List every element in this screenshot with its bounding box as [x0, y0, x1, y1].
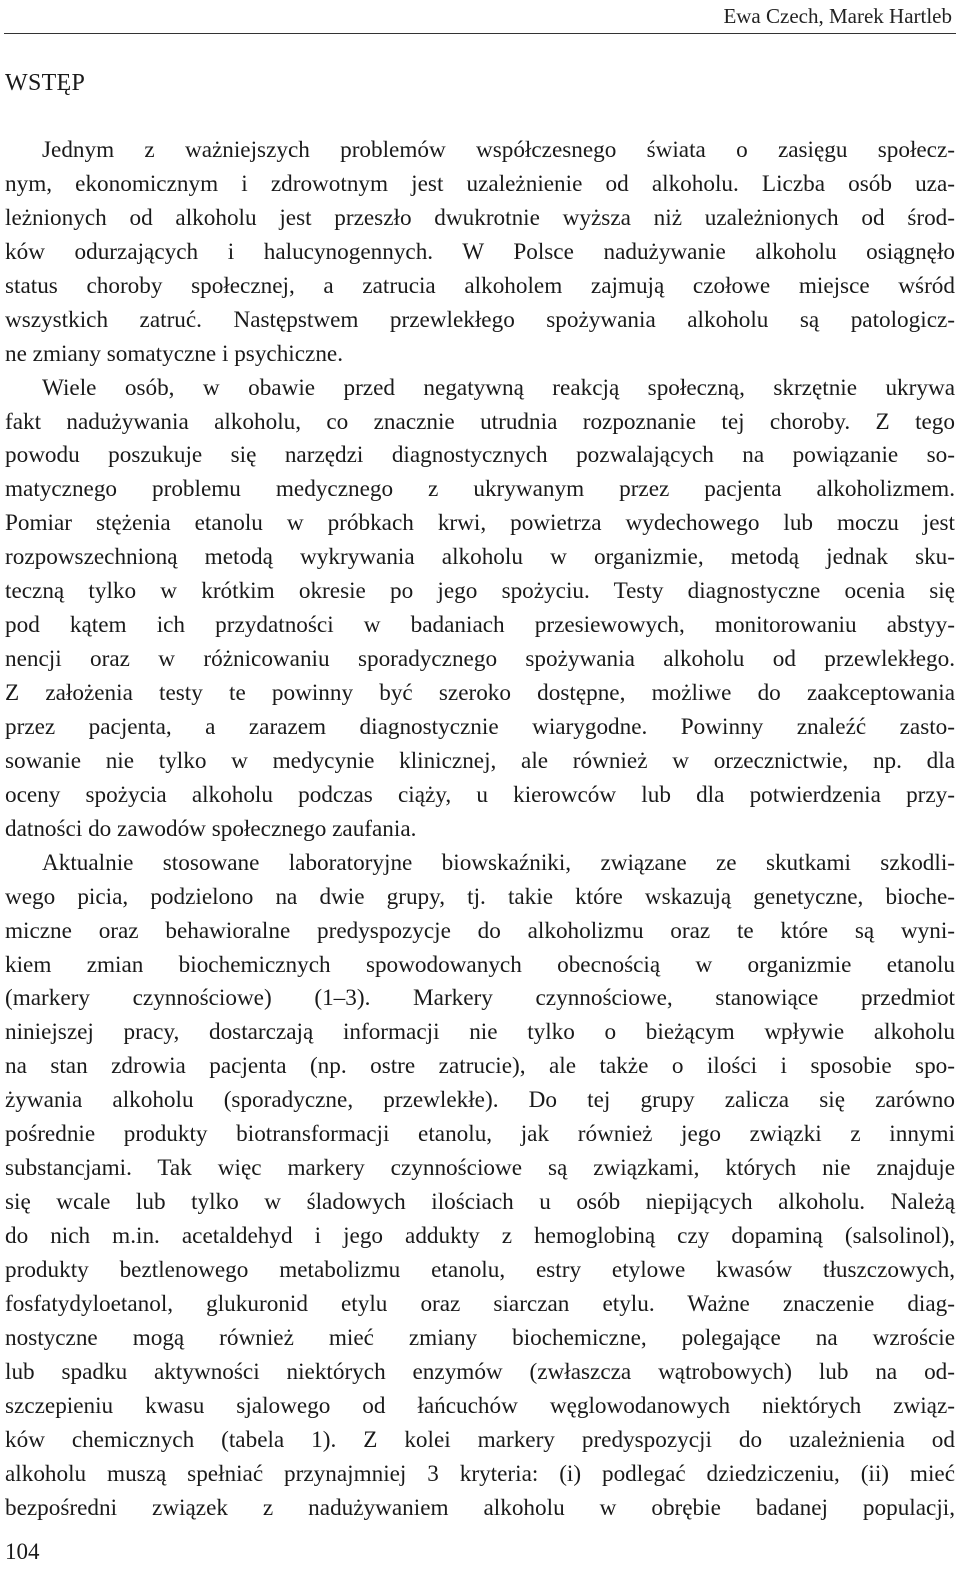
text-line: Wiele osób, w obawie przed negatywną reakcją społeczną, skrzętnie ukrywa — [42, 374, 955, 401]
text-line: do nich m.in. acetaldehyd i jego addukty z hemoglobiną czy dopaminą (salsolinol), — [5, 1223, 955, 1249]
body-text — [5, 134, 955, 1525]
text-line: się wcale lub tylko w śladowych ilościach u osób niepijących alkoholu. Należą — [5, 1189, 955, 1216]
text-line: fosfatydyloetanol, glukuronid etylu oraz siarczan etylu. Ważne znaczenie diag- — [5, 1290, 955, 1317]
text-line: kiem zmian biochemicznych spowodowanych obecnością w organizmie etanolu — [5, 951, 955, 978]
text-line: pod kątem ich przydatności w badaniach przesiewowych, monitorowaniu abstyy- — [5, 612, 955, 639]
text-line: nym, ekonomicznym i zdrowotnym jest uzależnienie od alkoholu. Liczba osób uza- — [5, 170, 955, 197]
text-line: lub spadku aktywności niektórych enzymów (zwłaszcza wątrobowych) lub na od- — [5, 1358, 955, 1385]
running-head-authors: Ewa Czech, Marek Hartleb — [723, 4, 952, 28]
text-line: rozpowszechnioną metodą wykrywania alkoholu w organizmie, metodą jednak sku- — [5, 544, 955, 571]
text-line: bezpośredni związek z nadużywaniem alkoholu w obrębie badanej populacji, — [5, 1494, 955, 1521]
text-line: datności do zawodów społecznego zaufania. — [5, 815, 417, 842]
section-title: WSTĘP — [5, 70, 86, 96]
text-line: nencji oraz w różnicowaniu sporadycznego spożywania alkoholu od przewlekłego. — [5, 646, 955, 673]
text-line: produkty beztlenowego metabolizmu etanolu, estry etylowe kwasów tłuszczowych, — [5, 1256, 955, 1283]
text-line: Aktualnie stosowane laboratoryjne biowskaźniki, związane ze skutkami szkodli- — [42, 849, 955, 876]
text-line: teczną tylko w krótkim okresie po jego spożyciu. Testy diagnostyczne ocenia się — [5, 578, 955, 605]
text-line: powodu poszukuje się narzędzi diagnostycznych pozwalających na powiązanie so- — [5, 442, 955, 469]
text-line: niniejszej pracy, dostarczają informacji nie tylko o bieżącym wpływie alkoholu — [5, 1019, 955, 1046]
header-rule — [4, 33, 956, 34]
text-line: status choroby społecznej, a zatrucia alkoholem zajmują czołowe miejsce wśród — [5, 272, 955, 299]
text-line: ne zmiany somatyczne i psychiczne. — [5, 340, 344, 367]
text-line: wszystkich zatruć. Następstwem przewlekłego spożywania alkoholu są patologicz- — [5, 306, 955, 333]
text-line: żywania alkoholu (sporadyczne, przewlekłe). Do tej grupy zalicza się zarówno — [5, 1087, 955, 1114]
text-line: oceny spożycia alkoholu podczas ciąży, u kierowców lub dla potwierdzenia przy- — [5, 781, 955, 808]
text-line: pośrednie produkty biotransformacji etanolu, jak również jego związki z innymi — [5, 1121, 955, 1148]
text-line: szczepieniu kwasu sjalowego od łańcuchów węglowodanowych niektórych związ- — [5, 1392, 955, 1419]
text-line: na stan zdrowia pacjenta (np. ostre zatrucie), ale także o ilości i sposobie spo- — [5, 1053, 955, 1080]
text-line: Z założenia testy te powinny być szeroko dostępne, możliwe do zaakceptowania — [5, 680, 955, 706]
page-number: 104 — [5, 1539, 40, 1564]
text-line: wego picia, podzielono na dwie grupy, tj. takie które wskazują genetyczne, bioche- — [5, 883, 955, 910]
text-line: alkoholu muszą spełniać przynajmniej 3 kryteria: (i) podlegać dziedziczeniu, (ii) mieć — [5, 1460, 955, 1487]
text-line: przez pacjenta, a zarazem diagnostycznie wiarygodne. Powinny znaleźć zasto- — [5, 713, 955, 740]
text-line: fakt nadużywania alkoholu, co znacznie utrudnia rozpoznanie tej choroby. Z tego — [5, 408, 955, 435]
text-line: matycznego problemu medycznego z ukrywanym przez pacjenta alkoholizmem. — [5, 476, 955, 503]
text-line: substancjami. Tak więc markery czynnościowe są związkami, których nie znajduje — [5, 1155, 955, 1182]
text-line: nostyczne mogą również mieć zmiany biochemiczne, polegające na wzroście — [5, 1324, 955, 1351]
text-line: leżnionych od alkoholu jest przeszło dwukrotnie wyższa niż uzależnionych od środ- — [5, 204, 955, 231]
text-line: ków odurzających i halucynogennych. W Polsce nadużywanie alkoholu osiągnęło — [5, 238, 955, 265]
text-line: Jednym z ważniejszych problemów współczesnego świata o zasięgu społecz- — [42, 137, 955, 163]
text-line: sowanie nie tylko w medycynie klinicznej, ale również w orzecznictwie, np. dla — [5, 747, 955, 774]
text-line: (markery czynnościowe) (1–3). Markery czynnościowe, stanowiące przedmiot — [5, 985, 955, 1012]
text-line: Pomiar stężenia etanolu w próbkach krwi, powietrza wydechowego lub moczu jest — [5, 510, 955, 537]
text-line: ków chemicznych (tabela 1). Z kolei markery predyspozycji do uzależnienia od — [5, 1426, 955, 1453]
text-line: miczne oraz behawioralne predyspozycje do alkoholizmu oraz te które są wyni- — [5, 917, 955, 944]
